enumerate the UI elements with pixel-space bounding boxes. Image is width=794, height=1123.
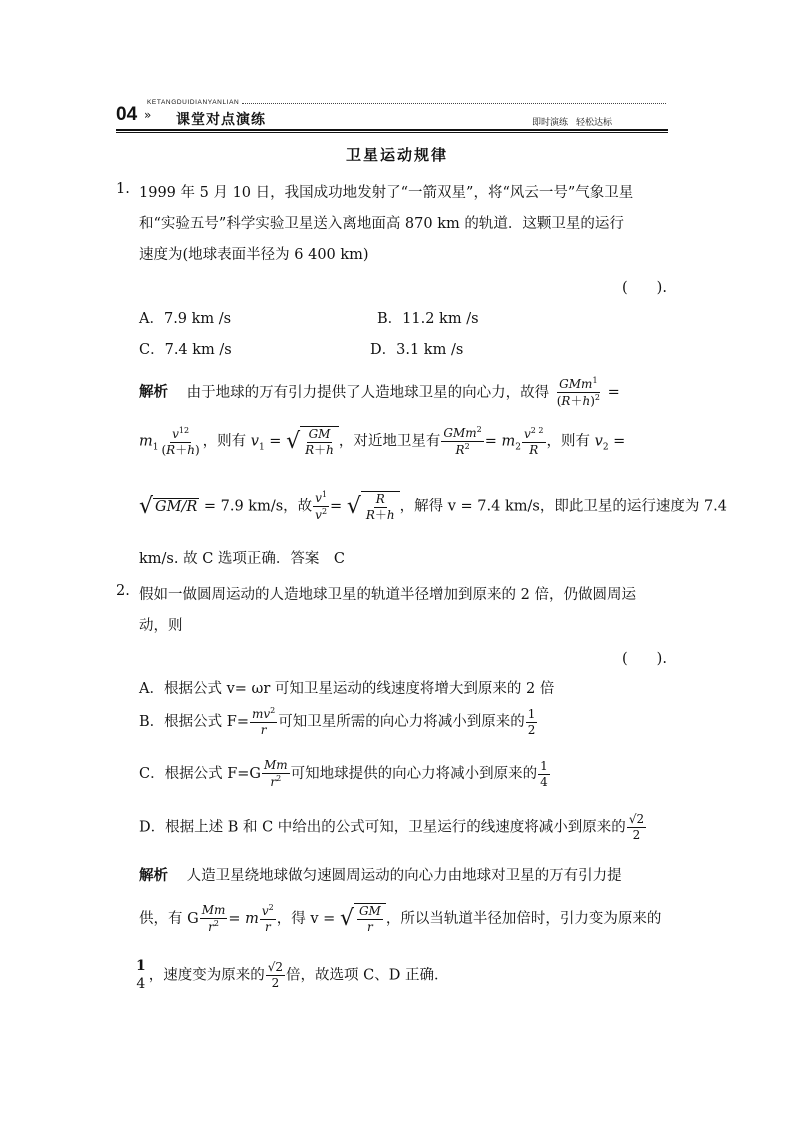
header-tag-right: 轻松达标 xyxy=(576,118,613,128)
q1-formula-gmm2-over-r2: $\frac{GMm^2}{R^2}$ xyxy=(443,425,482,457)
q2-option-d-text: D．根据上述 B 和 C 中给出的公式可知，卫星运行的线速度将减小到原来的 xyxy=(139,819,626,836)
q2-analysis-mid: ，得 v = xyxy=(276,911,336,927)
q2-analysis-line2: 供，有 G $\frac{Mm}{r^2}$ = m $\frac{v^2}{r}$ ，得 v = √ $\frac{GM}{r}$ ，所以当轨道半径加倍时，引力变为原来的 xyxy=(139,903,662,934)
q1-analysis-line1: 解析 由于地球的万有引力提供了人造地球卫星的向心力，故得 $\frac{GMm^1}{(R+h)^2}$ = xyxy=(139,376,620,408)
q2-option-c-pre: C．根据公式 F=G xyxy=(139,766,261,782)
section-title: 卫星运动规律 xyxy=(345,146,448,164)
q1-number: 1. xyxy=(116,181,130,197)
chevron-icon: » xyxy=(144,108,152,122)
q1-formula-v1sq-over-rh: $\frac{v^{12}}{(R+h)}$ xyxy=(161,425,200,457)
q1-option-c: C．7.4 km /s xyxy=(139,342,232,358)
q2-analysis-end2: 倍，故选项 C、D 正确． xyxy=(286,967,449,984)
q1-formula-v1-over-v2: $\frac{v^1}{v^2}$ xyxy=(315,490,328,522)
q1-analysis-text1: 由于地球的万有引力提供了人造地球卫星的向心力，故得 xyxy=(186,384,550,401)
chapter-number: 04 xyxy=(116,104,138,125)
q2-option-d xyxy=(139,812,647,843)
q1-analysis-mid2: ，对近地卫星有 xyxy=(338,433,441,450)
q1-option-a: A．7.9 km /s xyxy=(139,311,232,327)
q1-analysis-line3: √ GM/R = 7.9 km/s，故 $\frac{v^1}{v^2}$ = √ $\frac{R}{R+h}$ ，解得 v = 7.4 km/s，即此卫星的运行速度为 7.4 xyxy=(139,490,728,522)
header-rule-thin xyxy=(116,132,668,133)
q1-analysis-line4: km/s. 故 C 选项正确．答案 C xyxy=(139,551,345,567)
q1-formula-v2sq-over-r: $\frac{v^{2 2}}{R}$ xyxy=(524,425,544,457)
q2-analysis-pre: 供，有 G xyxy=(139,911,199,927)
q2-analysis-end: ，所以当轨道半径加倍时，引力变为原来的 xyxy=(385,911,662,927)
q1-analysis-label: 解析 xyxy=(139,384,168,401)
q2-option-b xyxy=(139,706,538,738)
q1-analysis-mid: ，则有 xyxy=(202,433,247,450)
q1-option-d: D．3.1 km /s xyxy=(370,342,464,358)
q2-line1: 假如一做圆周运动的人造地球卫星的轨道半径增加到原来的 2 倍，仍做圆周运 xyxy=(139,587,636,603)
header-dotted-divider xyxy=(242,103,666,104)
q1-analysis-line2: $m_1$ $\frac{v^{12}}{(R+h)}$ ，则有 $v_1$ = √ $\frac{GM}{R+h}$ ，对近地卫星有 $\frac{GMm^2}{R^2}$ = $m_2$ $\frac{v^{2 2}}{R}$ ，则有 $v_2$ = xyxy=(139,425,626,457)
q1-line3: 速度为(地球表面半径为 6 400 km) xyxy=(139,247,369,263)
header-title: 课堂对点演练 xyxy=(176,112,266,128)
q2-line2: 动，则 xyxy=(139,618,183,634)
q2-fraction-sqrt2-over-2: $\frac{√2}{2}$ xyxy=(628,812,645,842)
q1-formula-sqrt-r-over-rh: √ $\frac{R}{R+h}$ xyxy=(347,491,400,523)
q2-number: 2. xyxy=(116,583,130,599)
q2-formula-v2-over-r: $\frac{v^2}{r}$ xyxy=(261,903,274,934)
q1-formula-gmm-over-rh2: $\frac{GMm^1}{(R+h)^2}$ xyxy=(556,376,600,408)
q2-analysis-label: 解析 xyxy=(139,868,168,884)
header-tag-left: 即时演练 xyxy=(532,118,569,128)
q2-fraction-one-quarter: $\frac{1}{4}$ xyxy=(540,758,548,789)
header-pinyin: KETANGDUIDIANYANLIAN xyxy=(147,99,240,106)
q2-analysis-text1: 人造卫星绕地球做匀速圆周运动的向心力由地球对卫星的万有引力提 xyxy=(186,868,622,884)
q1-option-b: B．11.2 km /s xyxy=(377,311,479,327)
q2-option-b-post: 可知卫星所需的向心力将减小到原来的 xyxy=(278,714,525,730)
q2-formula-mm-over-r2: $\frac{Mm}{r^2}$ xyxy=(264,758,288,789)
header-tagline xyxy=(532,115,620,128)
header-rule-thick xyxy=(116,129,668,131)
q1-formula-sqrt-gm-r: √ GM/R xyxy=(139,493,198,519)
q2-fraction-sqrt2-over-2-b: $\frac{√2}{2}$ xyxy=(267,960,284,990)
q2-fraction-one-half: $\frac{1}{2}$ xyxy=(527,706,536,737)
q2-analysis-line3 xyxy=(133,958,448,993)
q1-formula-sqrt-gm-over-rh: √ $\frac{GM}{R+h}$ xyxy=(286,426,339,458)
q2-option-a: A．根据公式 v= ωr 可知卫星运动的线速度将增大到原来的 2 倍 xyxy=(139,681,555,697)
q2-option-b-pre: B．根据公式 F= xyxy=(139,714,249,730)
q1-answer-blank: ( ). xyxy=(622,280,667,296)
q2-option-c xyxy=(139,758,551,790)
q2-formula-mv2-over-r: $\frac{mv^2}{r}$ xyxy=(251,706,276,737)
q1-line1: 1999 年 5 月 10 日，我国成功地发射了“一箭双星”，将“风云一号”气象卫星 xyxy=(139,185,634,201)
q1-analysis-end: ，则有 xyxy=(546,433,591,450)
q2-analysis-line1 xyxy=(139,864,622,885)
q2-option-c-post: 可知地球提供的向心力将减小到原来的 xyxy=(290,766,538,782)
q2-fraction-one-quarter-b: 1 4 xyxy=(136,958,146,992)
q2-analysis-mid2: ，速度变为原来的 xyxy=(148,967,265,984)
q1-analysis-eq: = 7.9 km/s，故 xyxy=(203,498,313,515)
q2-formula-mm-over-r2-b: $\frac{Mm}{r^2}$ xyxy=(201,903,226,934)
q1-line2: 和“实验五号”科学实验卫星送入离地面高 870 km 的轨道．这颗卫星的运行 xyxy=(139,216,624,232)
q2-answer-blank: ( ). xyxy=(622,651,667,667)
q1-analysis-result: ，解得 v = 7.4 km/s，即此卫星的运行速度为 7.4 xyxy=(399,498,728,515)
q2-formula-sqrt-gm-over-r: √ $\frac{GM}{r}$ xyxy=(340,903,386,935)
